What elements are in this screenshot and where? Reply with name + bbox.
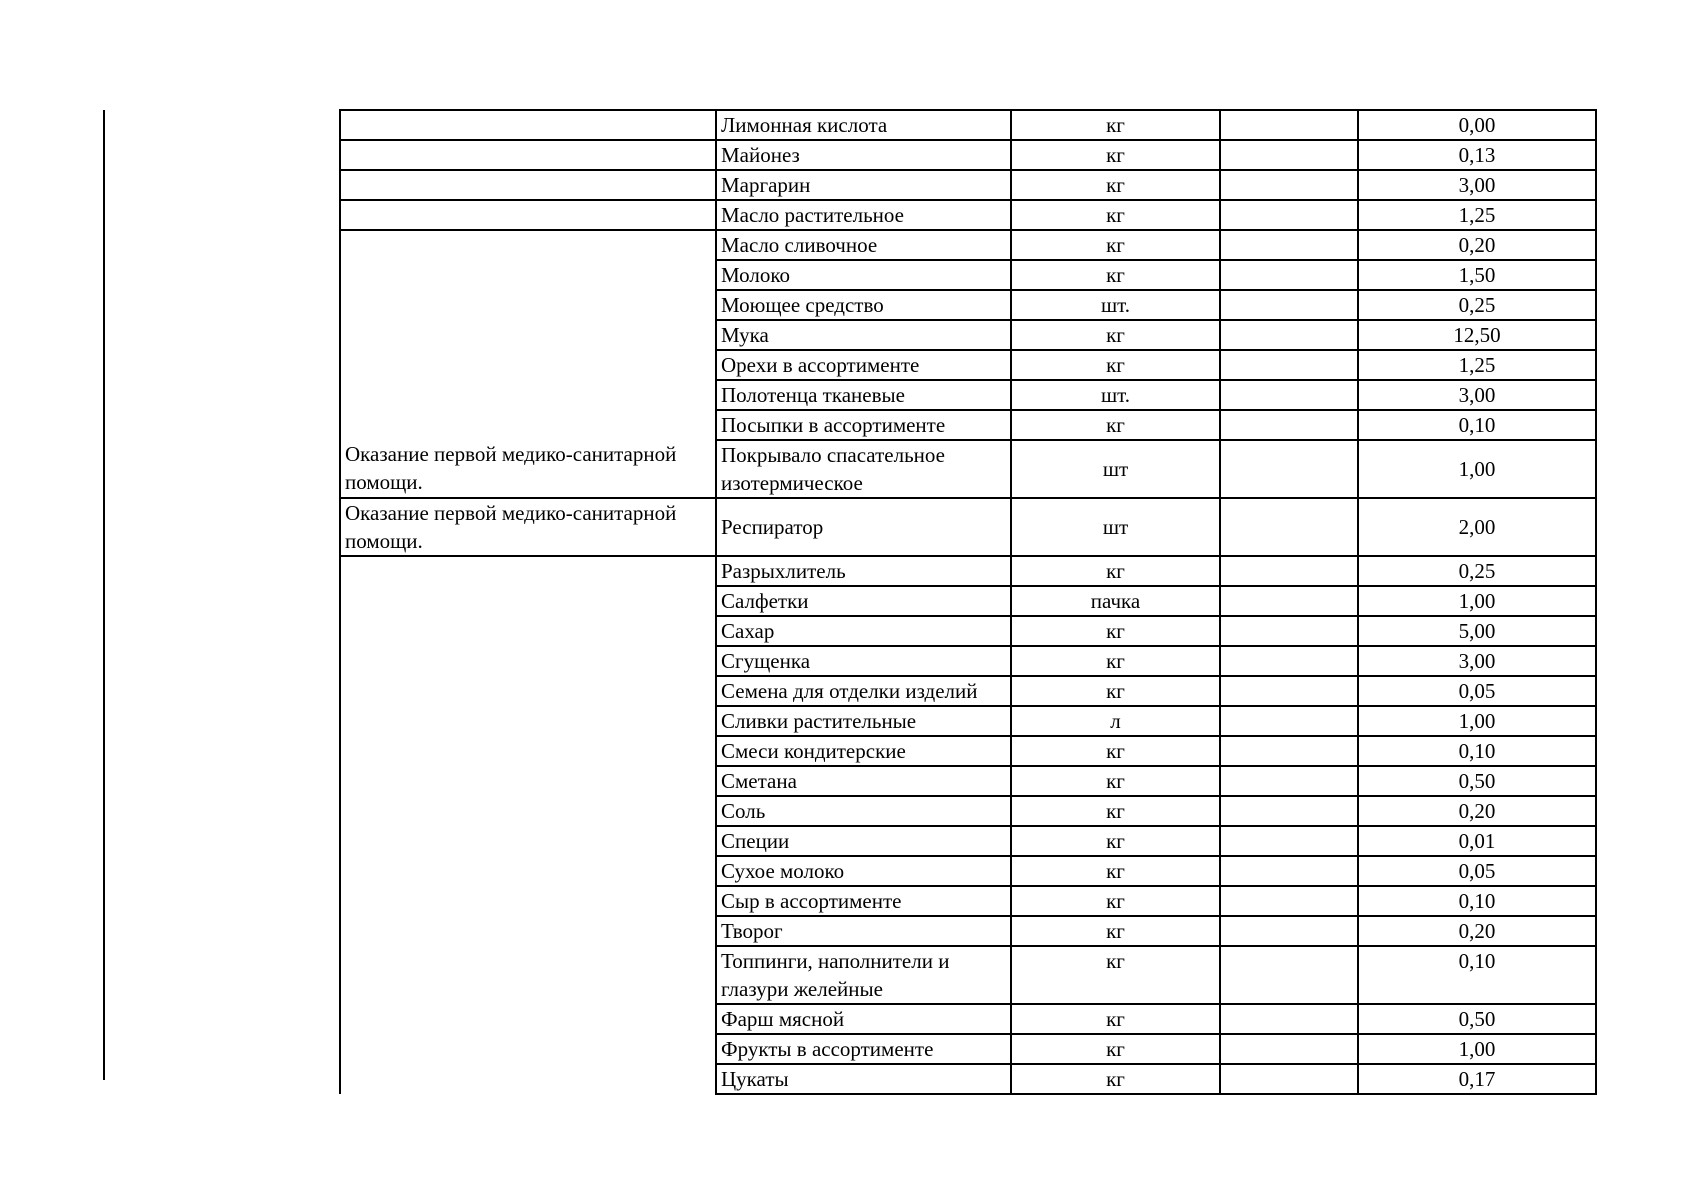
- section-cell: [340, 170, 716, 200]
- item-extra: [1220, 1004, 1358, 1034]
- item-unit: кг: [1011, 946, 1220, 1004]
- item-extra: [1220, 140, 1358, 170]
- item-quantity: 3,00: [1358, 170, 1596, 200]
- item-name: Майонез: [716, 140, 1011, 170]
- item-unit: кг: [1011, 170, 1220, 200]
- item-name: Масло сливочное: [716, 230, 1011, 260]
- item-unit: кг: [1011, 676, 1220, 706]
- item-quantity: 0,50: [1358, 1004, 1596, 1034]
- left-margin-rule: [103, 110, 105, 1080]
- item-extra: [1220, 676, 1358, 706]
- item-quantity: 0,20: [1358, 230, 1596, 260]
- table-row: [340, 200, 1596, 230]
- item-extra: [1220, 916, 1358, 946]
- item-unit: кг: [1011, 886, 1220, 916]
- item-extra: [1220, 260, 1358, 290]
- item-unit: кг: [1011, 200, 1220, 230]
- item-name: Фрукты в ассортименте: [716, 1034, 1011, 1064]
- table-row: [340, 170, 1596, 200]
- section-first-aid-1: [340, 230, 716, 498]
- item-quantity: 0,25: [1358, 556, 1596, 586]
- item-extra: [1220, 886, 1358, 916]
- item-extra: [1220, 766, 1358, 796]
- item-quantity: 0,13: [1358, 140, 1596, 170]
- section-cell: [340, 140, 716, 170]
- item-unit: кг: [1011, 916, 1220, 946]
- item-quantity: 3,00: [1358, 646, 1596, 676]
- item-name: Сыр в ассортименте: [716, 886, 1011, 916]
- item-unit: кг: [1011, 736, 1220, 766]
- item-extra: [1220, 856, 1358, 886]
- item-extra: [1220, 706, 1358, 736]
- item-unit: кг: [1011, 1034, 1220, 1064]
- item-name: Смеси кондитерские: [716, 736, 1011, 766]
- item-quantity: 1,25: [1358, 350, 1596, 380]
- item-unit: шт.: [1011, 380, 1220, 410]
- item-quantity: 0,17: [1358, 1064, 1596, 1094]
- item-name: Сливки растительные: [716, 706, 1011, 736]
- item-unit: шт: [1011, 498, 1220, 556]
- item-unit: кг: [1011, 140, 1220, 170]
- item-quantity: 0,20: [1358, 916, 1596, 946]
- item-name: Масло растительное: [716, 200, 1011, 230]
- item-quantity: 1,00: [1358, 586, 1596, 616]
- item-name: Молоко: [716, 260, 1011, 290]
- inventory-table-container: [339, 109, 1595, 1095]
- section-cell: [340, 556, 716, 1094]
- item-unit: л: [1011, 706, 1220, 736]
- item-unit: кг: [1011, 1064, 1220, 1094]
- item-unit: кг: [1011, 646, 1220, 676]
- section-label: Оказание первой медико-санитарной помощи.: [345, 501, 677, 553]
- item-unit: кг: [1011, 856, 1220, 886]
- item-extra: [1220, 498, 1358, 556]
- item-quantity: 0,10: [1358, 410, 1596, 440]
- item-quantity: 1,00: [1358, 706, 1596, 736]
- item-name: Маргарин: [716, 170, 1011, 200]
- table-row: [340, 556, 1596, 586]
- item-quantity: 0,10: [1358, 736, 1596, 766]
- item-extra: [1220, 380, 1358, 410]
- section-cell: [340, 110, 716, 140]
- item-quantity: 5,00: [1358, 616, 1596, 646]
- item-unit: кг: [1011, 410, 1220, 440]
- item-extra: [1220, 350, 1358, 380]
- item-quantity: 0,05: [1358, 676, 1596, 706]
- item-extra: [1220, 616, 1358, 646]
- item-quantity: 3,00: [1358, 380, 1596, 410]
- item-name: Сметана: [716, 766, 1011, 796]
- item-quantity: 0,10: [1358, 946, 1596, 1004]
- item-extra: [1220, 200, 1358, 230]
- item-name: Сгущенка: [716, 646, 1011, 676]
- item-name: Соль: [716, 796, 1011, 826]
- item-extra: [1220, 796, 1358, 826]
- item-quantity: 1,00: [1358, 440, 1596, 498]
- item-unit: шт: [1011, 440, 1220, 498]
- item-quantity: 12,50: [1358, 320, 1596, 350]
- table-row: [340, 140, 1596, 170]
- item-extra: [1220, 736, 1358, 766]
- table-row: [340, 230, 1596, 260]
- item-extra: [1220, 646, 1358, 676]
- item-quantity: 0,20: [1358, 796, 1596, 826]
- item-extra: [1220, 556, 1358, 586]
- item-name: Респиратор: [716, 498, 1011, 556]
- item-extra: [1220, 410, 1358, 440]
- item-extra: [1220, 170, 1358, 200]
- item-extra: [1220, 320, 1358, 350]
- item-unit: кг: [1011, 766, 1220, 796]
- item-name: Специи: [716, 826, 1011, 856]
- section-label: Оказание первой медико-санитарной помощи.: [345, 442, 677, 494]
- item-name: Посыпки в ассортименте: [716, 410, 1011, 440]
- item-extra: [1220, 230, 1358, 260]
- item-unit: кг: [1011, 616, 1220, 646]
- section-first-aid-2: [340, 498, 716, 556]
- item-unit: кг: [1011, 320, 1220, 350]
- item-name: Полотенца тканевые: [716, 380, 1011, 410]
- item-name: Разрыхлитель: [716, 556, 1011, 586]
- item-extra: [1220, 946, 1358, 1004]
- item-name: Творог: [716, 916, 1011, 946]
- item-quantity: 0,50: [1358, 766, 1596, 796]
- item-name: Орехи в ассортименте: [716, 350, 1011, 380]
- inventory-table: [339, 109, 1597, 1095]
- item-quantity: 0,01: [1358, 826, 1596, 856]
- item-name: Сухое молоко: [716, 856, 1011, 886]
- item-extra: [1220, 1034, 1358, 1064]
- item-quantity: 0,10: [1358, 886, 1596, 916]
- item-quantity: 0,25: [1358, 290, 1596, 320]
- item-unit: кг: [1011, 556, 1220, 586]
- item-unit: кг: [1011, 260, 1220, 290]
- item-unit: кг: [1011, 230, 1220, 260]
- table-row: [340, 110, 1596, 140]
- item-unit: пачка: [1011, 586, 1220, 616]
- item-quantity: 1,25: [1358, 200, 1596, 230]
- item-name: Лимонная кислота: [716, 110, 1011, 140]
- item-extra: [1220, 440, 1358, 498]
- item-name: Моющее средство: [716, 290, 1011, 320]
- item-quantity: 0,05: [1358, 856, 1596, 886]
- table-row: [340, 498, 1596, 556]
- item-extra: [1220, 110, 1358, 140]
- item-quantity: 1,00: [1358, 1034, 1596, 1064]
- item-unit: кг: [1011, 110, 1220, 140]
- section-cell: [340, 200, 716, 230]
- item-extra: [1220, 826, 1358, 856]
- item-name: Семена для отделки изделий: [716, 676, 1011, 706]
- item-unit: кг: [1011, 350, 1220, 380]
- item-unit: кг: [1011, 796, 1220, 826]
- item-unit: кг: [1011, 1004, 1220, 1034]
- item-extra: [1220, 290, 1358, 320]
- item-name: Мука: [716, 320, 1011, 350]
- item-name: Топпинги, наполнители и глазури желейные: [716, 946, 1011, 1004]
- item-unit: кг: [1011, 826, 1220, 856]
- item-name: Салфетки: [716, 586, 1011, 616]
- item-name: Покрывало спасательное изотермическое: [716, 440, 1011, 498]
- item-quantity: 1,50: [1358, 260, 1596, 290]
- item-name: Цукаты: [716, 1064, 1011, 1094]
- item-name: Фарш мясной: [716, 1004, 1011, 1034]
- item-name: Сахар: [716, 616, 1011, 646]
- item-unit: шт.: [1011, 290, 1220, 320]
- item-extra: [1220, 1064, 1358, 1094]
- item-quantity: 0,00: [1358, 110, 1596, 140]
- item-quantity: 2,00: [1358, 498, 1596, 556]
- item-extra: [1220, 586, 1358, 616]
